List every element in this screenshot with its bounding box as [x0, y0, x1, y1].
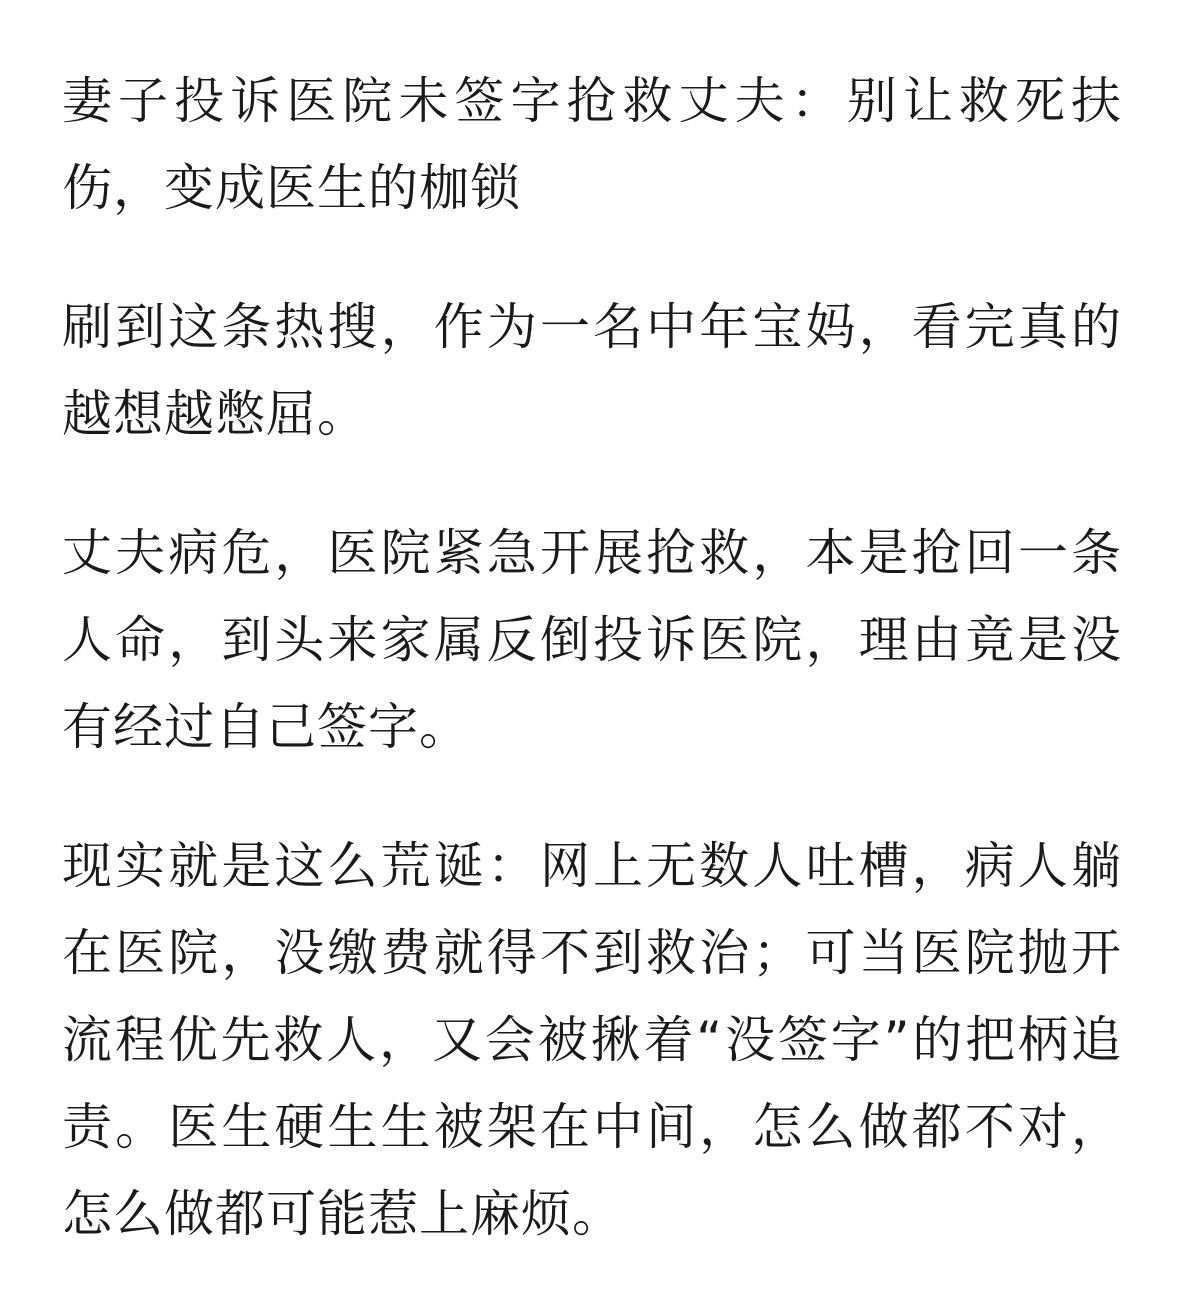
- paragraph-1: 刷到这条热搜，作为一名中年宝妈，看完真的越想越憋屈。: [62, 298, 1122, 443]
- paragraph-2: 丈夫病危，医院紧急开展抢救，本是抢回一条人命，到头来家属反倒投诉医院，理由竟是没有经过自己签字。: [62, 524, 1122, 756]
- article-body: [62, 58, 1122, 1258]
- paragraph-3: 现实就是这么荒诞：网上无数人吐槽，病人躺在医院，没缴费就得不到救治；可当医院抛开流程优先救人，又会被揪着“没签字”的把柄追责。医生硬生生被架在中间，怎么做都不对，怎么做都可能惹上麻烦。: [62, 837, 1122, 1243]
- article-title: 妻子投诉医院未签字抢救丈夫：别让救死扶伤，变成医生的枷锁: [62, 72, 1122, 217]
